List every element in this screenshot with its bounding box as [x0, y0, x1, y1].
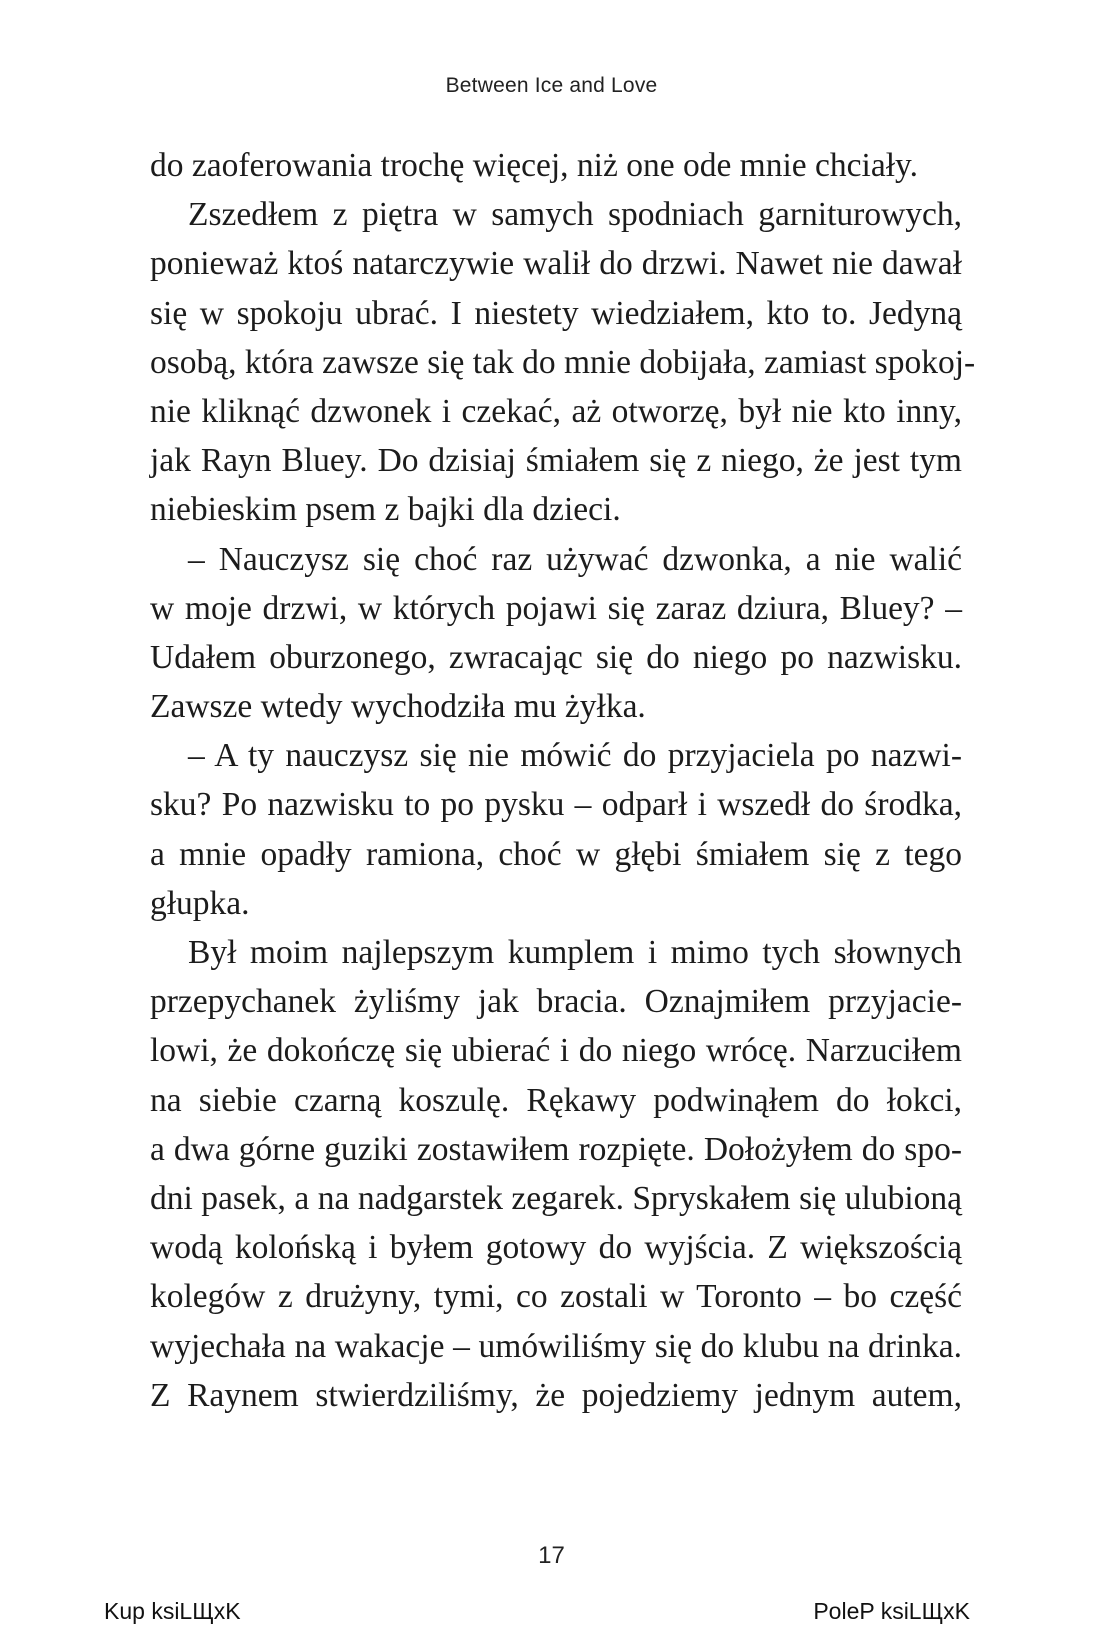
text-line: kolegów z drużyny, tymi, co zostali w Toronto – bo część — [150, 1278, 962, 1316]
text-line: Zawsze wtedy wychodziła mu żyłka. — [150, 688, 646, 726]
text-line: a mnie opadły ramiona, choć w głębi śmiałem się z tego — [150, 835, 962, 873]
text-line: przepychanek żyliśmy jak bracia. Oznajmiłem przyjacie- — [150, 983, 962, 1021]
text-line: jak Rayn Bluey. Do dzisiaj śmiałem się z niego, że jest tym — [150, 442, 962, 480]
running-header: Between Ice and Love — [445, 74, 658, 97]
body-text — [150, 141, 976, 1420]
text-line: dni pasek, a na nadgarstek zegarek. Spryskałem się ulubioną — [150, 1179, 962, 1217]
text-line: Był moim najlepszym kumplem i mimo tych słownych — [188, 934, 962, 971]
text-line: w moje drzwi, w których pojawi się zaraz dziura, Bluey? – — [150, 589, 962, 627]
text-line: głupka. — [150, 884, 250, 922]
text-line: wyjechała na wakacje – umówiliśmy się do klubu na drinka. — [150, 1327, 962, 1365]
buy-book-link[interactable]: Kup ksiLЩxK — [104, 1598, 241, 1624]
text-line: – Nauczysz się choć raz używać dzwonka, a nie walić — [188, 540, 962, 578]
text-line: sku? Po nazwisku to po pysku – odparł i wszedł do środka, — [150, 786, 962, 824]
text-line: do zaoferowania trochę więcej, niż one ode mnie chciały. — [150, 147, 918, 184]
text-line: wodą kolońską i byłem gotowy do wyjścia. Z większością — [150, 1229, 962, 1267]
text-line: się w spokoju ubrać. I niestety wiedziałem, kto to. Jedyną — [150, 294, 962, 332]
page-number: 17 — [538, 1542, 565, 1569]
text-line: na siebie czarną koszulę. Rękawy podwinąłem do łokci, — [150, 1081, 962, 1119]
text-line: Zszedłem z piętra w samych spodniach garniturowych, — [188, 196, 962, 234]
text-line: – A ty nauczysz się nie mówić do przyjaciela po nazwi- — [188, 737, 962, 775]
text-line: ponieważ ktoś natarczywie walił do drzwi. Nawet nie dawał — [150, 245, 962, 283]
text-line: osobą, która zawsze się tak do mnie dobijała, zamiast spokoj- — [150, 343, 976, 381]
text-line: niebieskim psem z bajki dla dzieci. — [150, 491, 621, 529]
text-line: nie kliknąć dzwonek i czekać, aż otworzę, był nie kto inny, — [150, 392, 962, 430]
text-line: a dwa górne guziki zostawiłem rozpięte. Dołożyłem do spo- — [150, 1130, 962, 1168]
text-line: Udałem oburzonego, zwracając się do niego po nazwisku. — [150, 638, 962, 676]
text-line: lowi, że dokończę się ubierać i do niego wrócę. Narzuciłem — [150, 1032, 962, 1070]
text-line: Z Raynem stwierdziliśmy, że pojedziemy jednym autem, — [150, 1376, 962, 1414]
recommend-book-link[interactable]: PoleP ksiLЩxK — [813, 1598, 970, 1624]
